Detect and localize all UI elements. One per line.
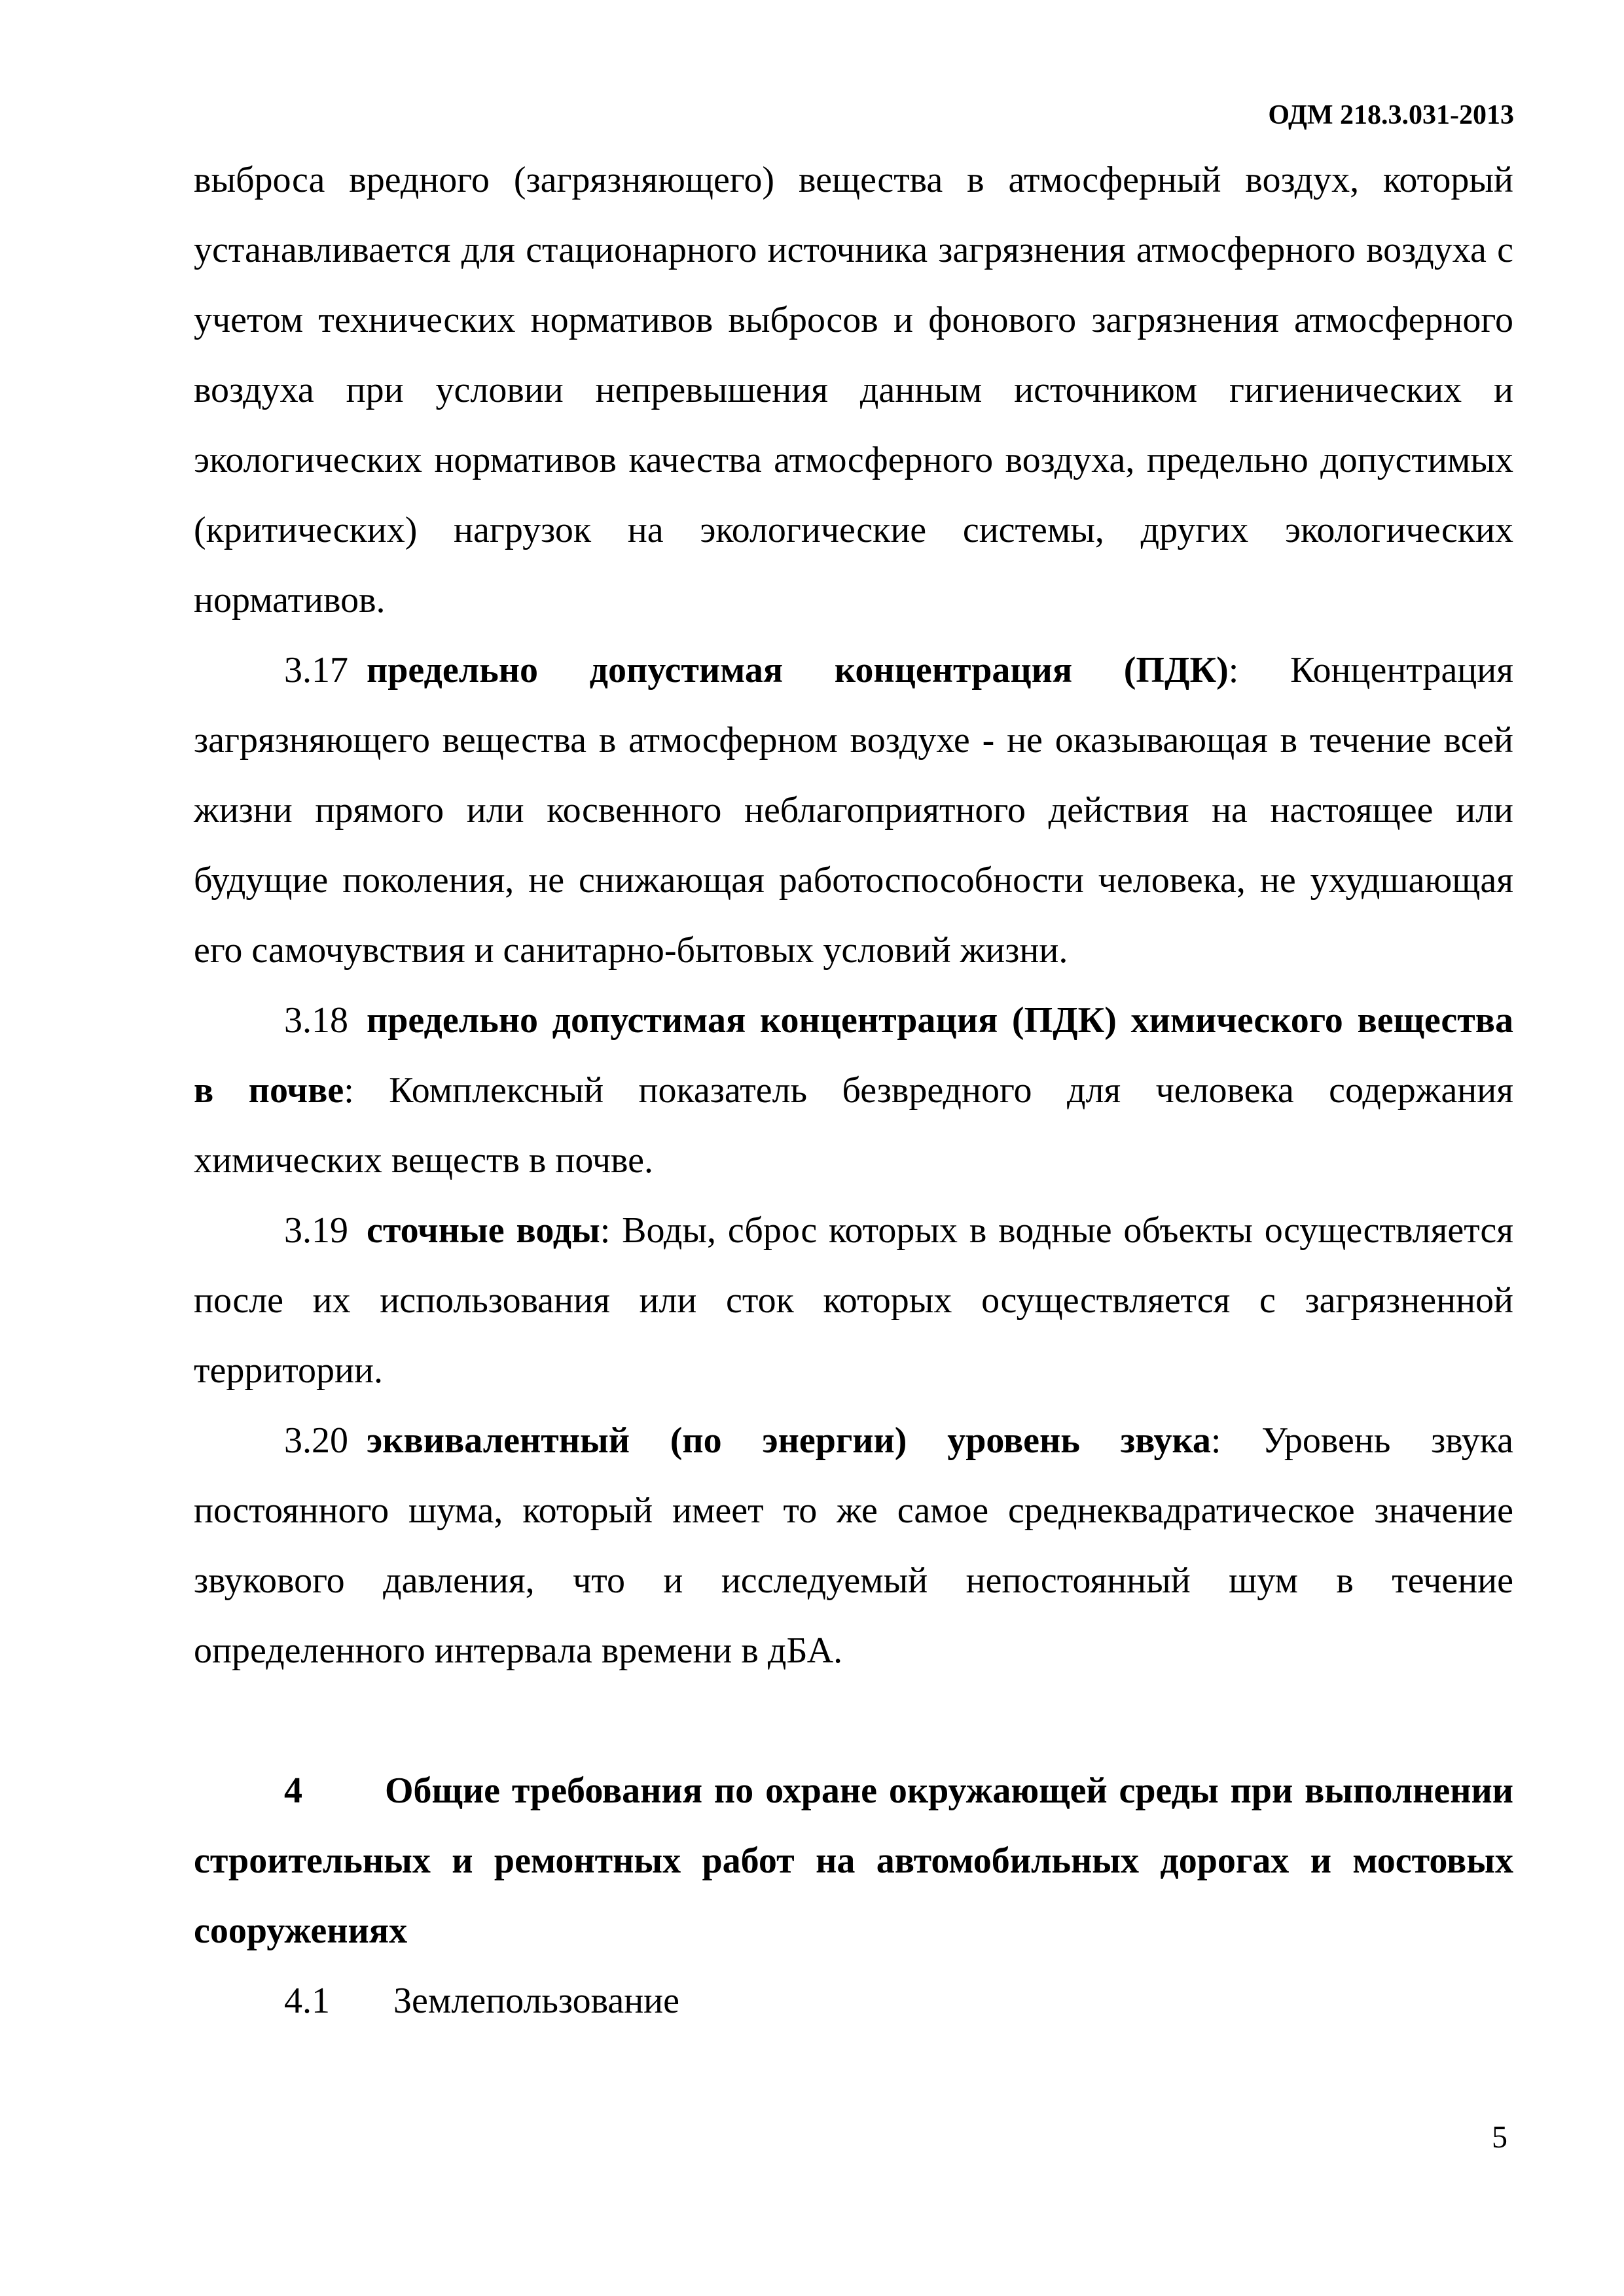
clause-number: 3.17 xyxy=(284,650,348,691)
section-number: 4 xyxy=(284,1770,302,1811)
definition-text: : Комплексный показатель безвредного для человека содержания химических веществ в почве. xyxy=(194,1070,1513,1181)
clause-number: 3.18 xyxy=(284,1000,348,1041)
definition-text: : Концентрация загрязняющего вещества в атмосферном воздухе - не оказывающая в течение всей жизни прямого или косвенного неблагоприятного действия на настоящее или будущие поколения, не снижающая работоспособности человека, не ухудшающая его самочувствия и санитарно-бытовых условий жизни. xyxy=(194,650,1513,971)
definition-paragraph-3-18 xyxy=(194,986,1513,1196)
page-number: 5 xyxy=(1492,2120,1507,2155)
defined-term: сточные воды xyxy=(367,1210,600,1251)
defined-term: эквивалентный (по энергии) уровень звука xyxy=(367,1420,1211,1461)
definition-paragraph-3-19 xyxy=(194,1196,1513,1406)
definition-paragraph-3-20 xyxy=(194,1406,1513,1686)
continuation-paragraph: выброса вредного (загрязняющего) вещества в атмосферный воздух, который устанавливается для стационарного источника загрязнения атмосферного воздуха с учетом технических нормативов выбросов и фонового загрязнения атмосферного воздуха при условии непревышения данным источником гигиенических и экологических нормативов качества атмосферного воздуха, предельно допустимых (критических) нагрузок на экологические системы, других экологических нормативов. xyxy=(194,160,1513,620)
subsection-heading xyxy=(194,1966,1513,2036)
section-title: Общие требования по охране окружающей среды при выполнении строительных и ремонтных работ на автомобильных дорогах и мостовых сооружениях xyxy=(194,1770,1513,1951)
section-heading xyxy=(194,1756,1513,1966)
subsection-title: Землепользование xyxy=(393,1981,680,2021)
definition-paragraph-3-17 xyxy=(194,636,1513,986)
defined-term: предельно допустимая концентрация (ПДК) xyxy=(367,650,1229,691)
defined-term: предельно допустимая концентрация (ПДК) химического вещества в почве xyxy=(194,1000,1513,1111)
definition-text: : Уровень звука постоянного шума, который имеет то же самое среднеквадратическое значение звукового давления, что и исследуемый непостоянный шум в течение определенного интервала времени в дБА. xyxy=(194,1420,1513,1671)
clause-number: 3.19 xyxy=(284,1210,348,1251)
definition-text: : Воды, сброс которых в водные объекты осуществляется после их использования или сток которых осуществляется с загрязненной территории. xyxy=(194,1210,1513,1391)
document-code: ОДМ 218.3.031-2013 xyxy=(1268,100,1514,130)
subsection-number: 4.1 xyxy=(284,1981,330,2021)
page-body xyxy=(194,145,1513,2036)
clause-number: 3.20 xyxy=(284,1420,348,1461)
